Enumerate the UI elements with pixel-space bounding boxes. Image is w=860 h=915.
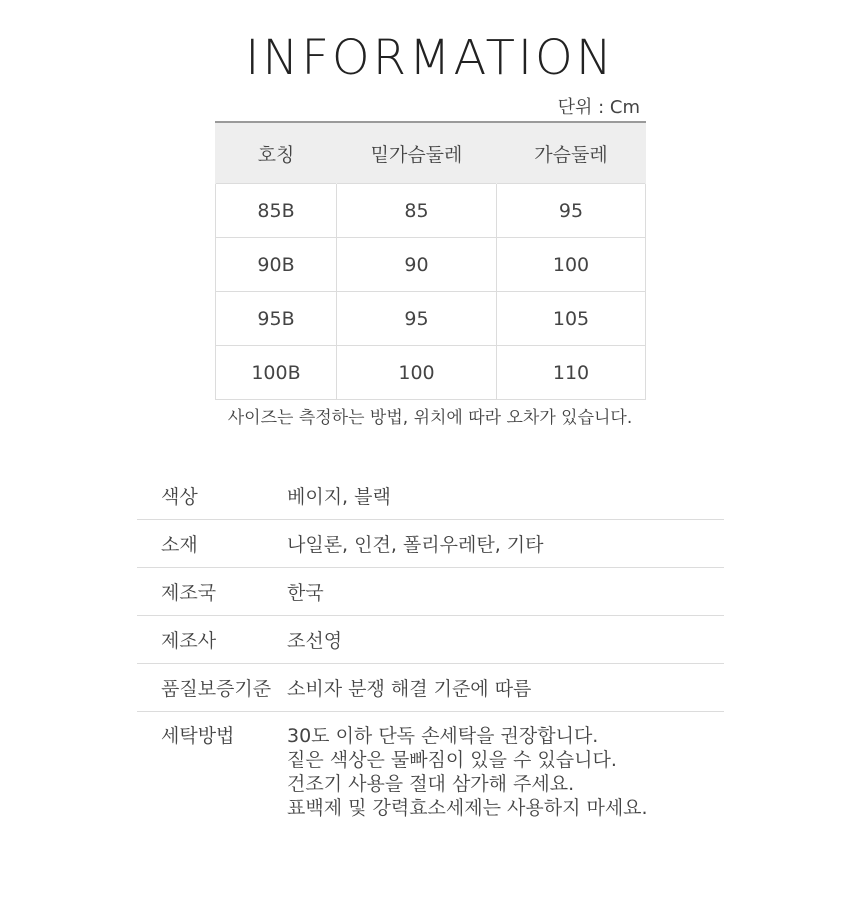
table-header-row [216, 122, 646, 184]
info-label: 제조사 [161, 630, 217, 652]
info-value: 조선영 [287, 630, 343, 652]
table-cell: 100 [337, 346, 497, 400]
table-cell: 100B [216, 346, 337, 400]
info-label: 세탁방법 [161, 725, 235, 747]
size-note: 사이즈는 측정하는 방법, 위치에 따라 오차가 있습니다. [227, 408, 633, 428]
info-row-color [137, 472, 724, 520]
info-label: 품질보증기준 [161, 678, 272, 700]
info-value: 한국 [287, 582, 324, 604]
table-cell: 90 [337, 238, 497, 292]
table-cell: 90B [216, 238, 337, 292]
size-table [215, 121, 646, 400]
info-value: 나일론, 인견, 폴리우레탄, 기타 [287, 534, 544, 556]
table-cell: 110 [497, 346, 646, 400]
washing-line: 짙은 색상은 물빠짐이 있을 수 있습니다. [287, 749, 617, 771]
page-title: INFORMATION [245, 30, 615, 86]
column-header-size: 호칭 [216, 122, 337, 184]
table-cell: 95B [216, 292, 337, 346]
washing-line: 30도 이하 단독 손세탁을 권장합니다. [287, 725, 599, 747]
table-row [216, 238, 646, 292]
column-header-bust: 가슴둘레 [497, 122, 646, 184]
column-header-underbust: 밑가슴둘레 [337, 122, 497, 184]
info-label: 소재 [161, 534, 198, 556]
table-row [216, 292, 646, 346]
product-info-list [137, 472, 724, 820]
table-cell: 85 [337, 184, 497, 238]
info-label: 제조국 [161, 582, 217, 604]
unit-label: 단위 : Cm [557, 97, 640, 118]
washing-instructions [287, 724, 724, 820]
info-row-country [137, 568, 724, 616]
info-value: 소비자 분쟁 해결 기준에 따름 [287, 678, 532, 700]
table-cell: 100 [497, 238, 646, 292]
table-row [216, 346, 646, 400]
washing-line: 표백제 및 강력효소세제는 사용하지 마세요. [287, 797, 648, 819]
info-label: 색상 [161, 486, 198, 508]
table-cell: 95 [337, 292, 497, 346]
info-row-quality-guarantee [137, 664, 724, 712]
info-row-washing [137, 712, 724, 820]
table-cell: 85B [216, 184, 337, 238]
info-value: 베이지, 블랙 [287, 486, 391, 508]
info-row-material [137, 520, 724, 568]
table-row [216, 184, 646, 238]
washing-line: 건조기 사용을 절대 삼가해 주세요. [287, 773, 575, 795]
table-cell: 105 [497, 292, 646, 346]
info-row-manufacturer [137, 616, 724, 664]
table-cell: 95 [497, 184, 646, 238]
